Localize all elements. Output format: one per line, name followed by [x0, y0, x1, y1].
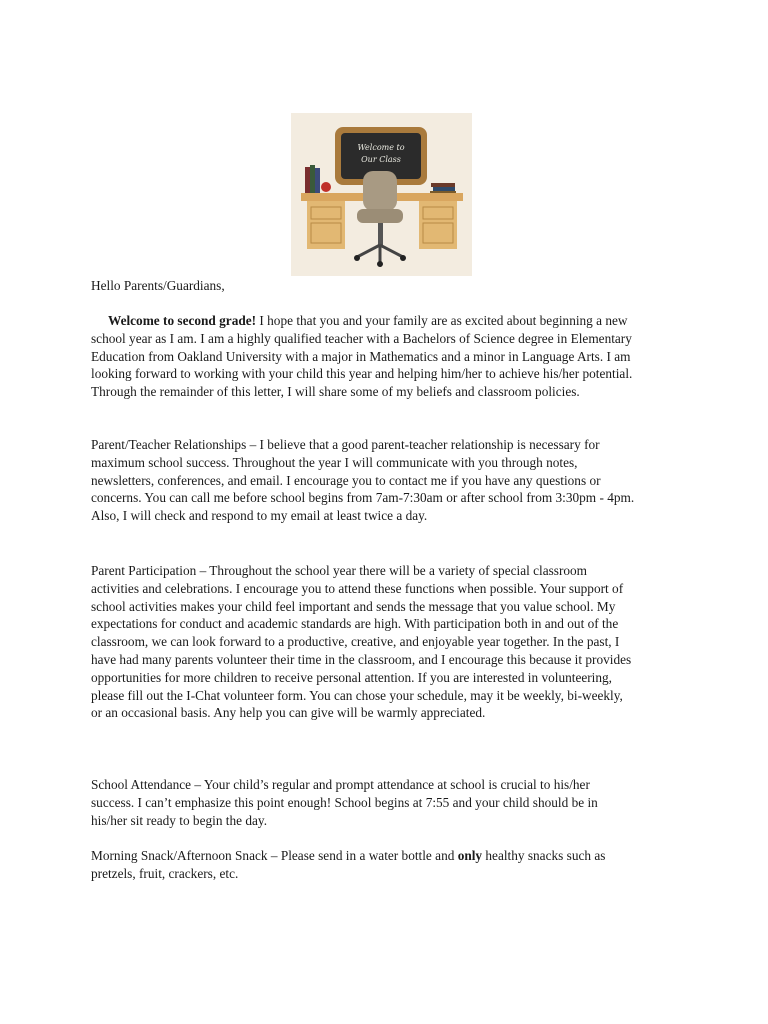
- chair-wheel: [377, 261, 383, 267]
- desk-pedestal-right: [419, 201, 457, 249]
- classroom-illustration: [291, 113, 472, 276]
- snack-bold: only: [457, 848, 483, 863]
- book-icon: [305, 167, 310, 193]
- relationships-paragraph: [91, 436, 636, 525]
- chair-back: [363, 171, 397, 211]
- classroom-clipart: [291, 113, 472, 276]
- greeting: [91, 277, 636, 295]
- intro-paragraph: [91, 312, 636, 401]
- intro-bold: Welcome to second grade!: [108, 313, 257, 328]
- book-icon: [310, 165, 315, 193]
- snack-paragraph: [91, 847, 636, 883]
- chair-seat: [357, 209, 403, 223]
- snack-text-before: Morning Snack/Afternoon Snack – Please send in a water bottle and: [91, 848, 458, 863]
- chair-wheel: [354, 255, 360, 261]
- chair-wheel: [400, 255, 406, 261]
- chair-leg: [357, 245, 380, 257]
- greeting-text: Hello Parents/Guardians,: [91, 278, 225, 293]
- intro-text: I hope that you and your family are as excited about beginning a new school year as I am. I am a highly qualified teacher with a Bachelors of Science degree in Elementary Education from Oakland University with a major in Mathematics and a minor in Language Arts. I am looking forward to working with your child this year and helping him/her to achieve his/her potential. Through the remainder of this letter, I will share some of my beliefs and classroom policies.: [91, 313, 633, 400]
- book-icon: [315, 168, 320, 193]
- board-line-1: Welcome to: [357, 143, 405, 152]
- book-stack-icon: [433, 187, 455, 191]
- board-line-2: Our Class: [361, 155, 401, 164]
- attendance-paragraph: [91, 776, 636, 829]
- snack-text-after: healthy snacks such as pretzels, fruit, crackers, etc.: [91, 848, 606, 881]
- participation-text: Parent Participation – Throughout the school year there will be a variety of special classroom activities and celebrations. I encourage you to attend these functions when possible. Your support of school activities makes your child feel important and sends the message that you value school. My expectations for conduct and academic standards are high. With participation both in and out of the classroom, we can look forward to a productive, creative, and enjoyable year together. In the past, I have had many parents volunteer their time in the classroom, and I encourage this because it provides opportunities for more children to receive personal attention. If you are interested in volunteering, please fill out the I-Chat volunteer form. You can chose your schedule, may it be weekly, bi-weekly, or an occasional basis. Any help you can give will be warmly appreciated.: [91, 563, 632, 721]
- book-stack-icon: [431, 183, 455, 187]
- attendance-text: School Attendance – Your child’s regular and prompt attendance at school is crucial to his/her success. I can’t emphasize this point enough! School begins at 7:55 and your child should be in his/her sit ready to begin the day.: [91, 777, 598, 828]
- apple-icon: [321, 182, 331, 192]
- chair-post: [378, 223, 383, 245]
- relationships-text: Parent/Teacher Relationships – I believe that a good parent-teacher relationship is necessary for maximum school success. Throughout the year I will communicate with you through notes, newsletters, conferences, and email. I encourage you to contact me if you have any questions or concerns. You can call me before school begins from 7am-7:30am or after school from 3:30pm - 4pm. Also, I will check and respond to my email at least twice a day.: [91, 437, 635, 524]
- desk-pedestal-left: [307, 201, 345, 249]
- participation-paragraph: [91, 562, 636, 722]
- chair-leg: [380, 245, 403, 257]
